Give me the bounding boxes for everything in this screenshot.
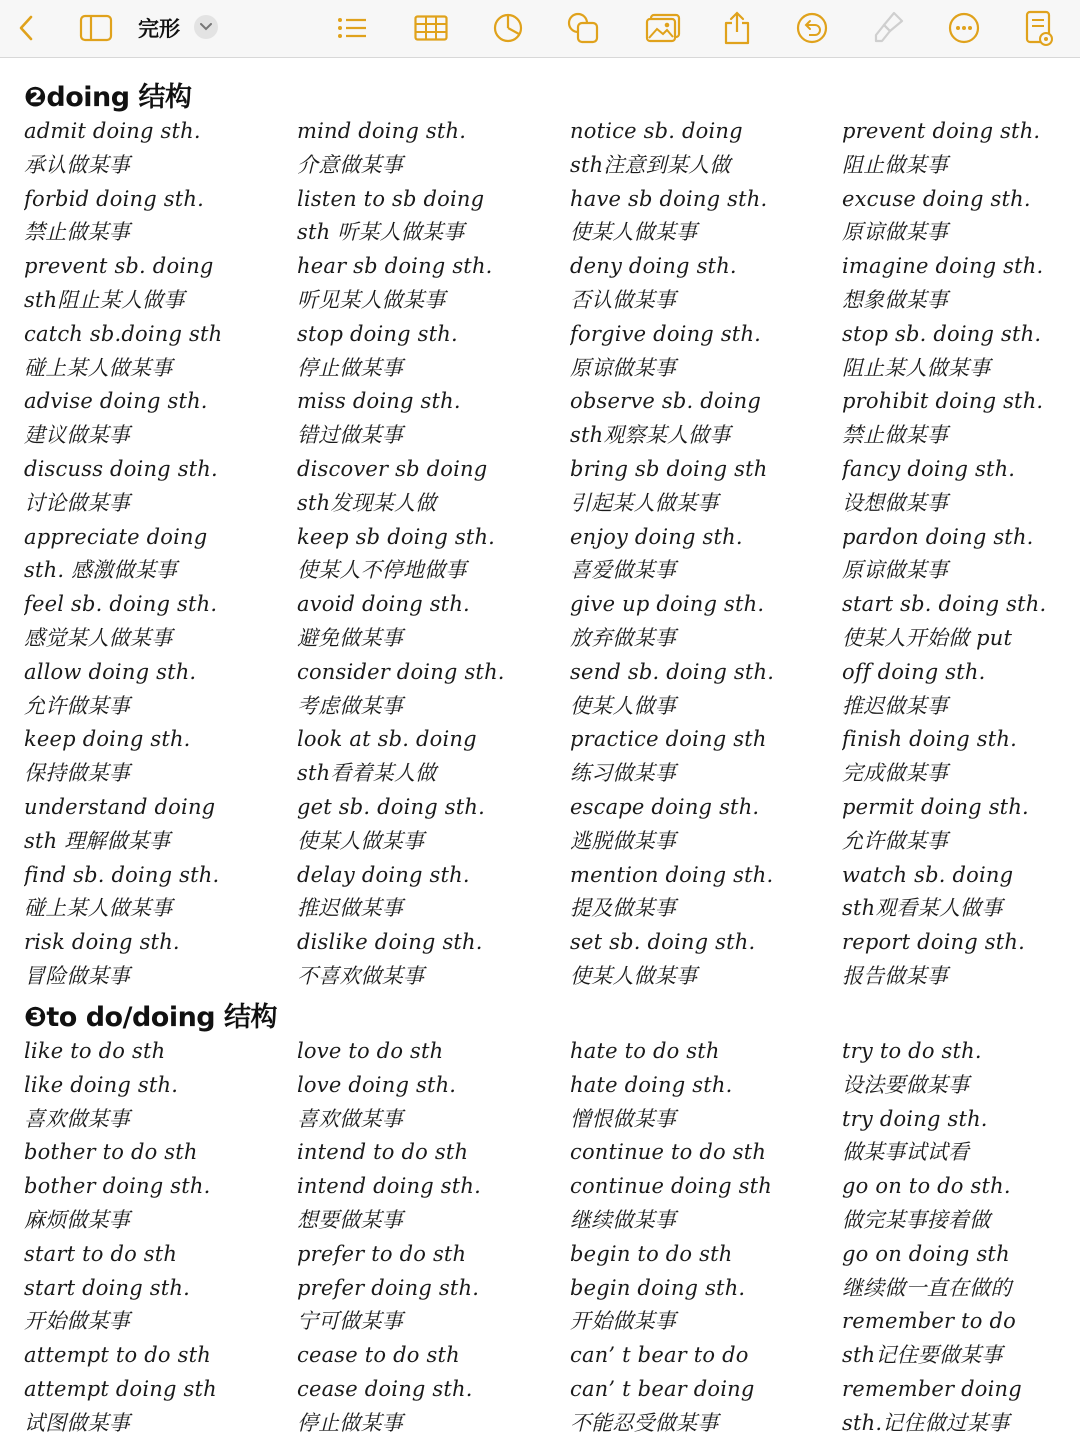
note-line: excuse doing sth. bbox=[842, 186, 1031, 211]
note-line: go on doing sth bbox=[842, 1241, 1010, 1266]
note-line: sth看着某人做 bbox=[297, 761, 437, 786]
note-line: 停止做某事 bbox=[297, 355, 403, 380]
note-line: 冒险做某事 bbox=[24, 963, 130, 988]
note-line: try doing sth. bbox=[842, 1106, 988, 1131]
note-line: discuss doing sth. bbox=[24, 456, 218, 481]
doing-column-1 bbox=[24, 115, 286, 994]
note-line: 停止做某事 bbox=[297, 1410, 403, 1435]
note-line: 禁止做某事 bbox=[842, 423, 948, 448]
note-line: prevent doing sth. bbox=[842, 119, 1041, 143]
note-line: discover sb doing bbox=[297, 456, 488, 481]
note-line: 保持做某事 bbox=[24, 761, 130, 786]
note-line: 讨论做某事 bbox=[24, 490, 130, 515]
note-line: catch sb.doing sth bbox=[24, 321, 223, 346]
note-line: 引起某人做某事 bbox=[570, 490, 719, 515]
note-line: miss doing sth. bbox=[297, 389, 461, 414]
note-line: love doing sth. bbox=[297, 1072, 457, 1097]
note-line: keep sb doing sth. bbox=[297, 524, 496, 549]
note-line: 喜欢做某事 bbox=[24, 1106, 130, 1131]
to-do-doing-column-2 bbox=[297, 1035, 559, 1440]
note-line: get sb. doing sth. bbox=[297, 794, 486, 819]
note-line: deny doing sth. bbox=[570, 254, 737, 279]
note-line: 介意做某事 bbox=[297, 152, 403, 177]
note-line: 阻止做某事 bbox=[842, 152, 948, 177]
note-line: start to do sth bbox=[24, 1241, 178, 1266]
note-line: continue to do sth bbox=[570, 1140, 767, 1165]
note-line: look at sb. doing bbox=[297, 727, 477, 752]
note-line: 使某人做某事 bbox=[570, 963, 698, 988]
note-line: sth记住要做某事 bbox=[842, 1343, 1003, 1368]
more-icon[interactable] bbox=[946, 8, 982, 48]
note-line: 不喜欢做某事 bbox=[297, 963, 425, 988]
note-line: 禁止做某事 bbox=[24, 220, 130, 245]
note-line: 提及做某事 bbox=[570, 896, 676, 921]
note-line: sth发现某人做 bbox=[297, 490, 437, 515]
note-line: sth注意到某人做 bbox=[570, 152, 731, 177]
note-line: consider doing sth. bbox=[297, 659, 505, 684]
note-line: try to do sth. bbox=[842, 1039, 982, 1063]
note-line: understand doing bbox=[24, 794, 216, 819]
note-line: like to do sth bbox=[24, 1039, 166, 1063]
share-icon[interactable] bbox=[720, 8, 754, 48]
note-line: 设想做某事 bbox=[842, 490, 948, 515]
section-heading-doing: ❷doing 结构 bbox=[24, 82, 192, 113]
note-line: sth 听某人做某事 bbox=[297, 220, 465, 245]
note-line: mind doing sth. bbox=[297, 119, 467, 143]
note-line: 想象做某事 bbox=[842, 287, 948, 312]
note-line: prevent sb. doing bbox=[24, 254, 214, 279]
note-line: attempt to do sth bbox=[24, 1343, 211, 1368]
note-line: stop sb. doing sth. bbox=[842, 321, 1042, 346]
note-line: 允许做某事 bbox=[24, 693, 130, 718]
table-icon[interactable] bbox=[411, 8, 451, 48]
note-line: 推迟做某事 bbox=[297, 896, 403, 921]
note-line: set sb. doing sth. bbox=[570, 930, 756, 955]
note-line: permit doing sth. bbox=[842, 794, 1029, 819]
note-line: like doing sth. bbox=[24, 1072, 179, 1097]
note-line: 听见某人做某事 bbox=[297, 287, 446, 312]
note-line: begin doing sth. bbox=[570, 1275, 746, 1300]
note-line: 做完某事接着做 bbox=[842, 1207, 991, 1232]
note-line: can’ t bear to do bbox=[570, 1343, 749, 1368]
note-line: mention doing sth. bbox=[570, 862, 774, 887]
note-line: imagine doing sth. bbox=[842, 254, 1044, 279]
note-line: prefer to do sth bbox=[297, 1241, 467, 1266]
section-heading-to-do-doing: ❸to do/doing 结构 bbox=[24, 1002, 278, 1033]
note-line: start sb. doing sth. bbox=[842, 592, 1047, 617]
paintbrush-icon[interactable] bbox=[872, 8, 906, 48]
note-line: go on to do sth. bbox=[842, 1174, 1011, 1199]
note-line: cease doing sth. bbox=[297, 1376, 473, 1401]
note-line: 开始做某事 bbox=[570, 1309, 676, 1334]
note-line: dislike doing sth. bbox=[297, 930, 483, 955]
note-line: prohibit doing sth. bbox=[842, 389, 1044, 414]
note-line: 承认做某事 bbox=[24, 152, 130, 177]
list-format-icon[interactable] bbox=[334, 8, 370, 48]
note-line: feel sb. doing sth. bbox=[24, 592, 218, 617]
note-line: 喜爱做某事 bbox=[570, 558, 676, 583]
note-line: 推迟做某事 bbox=[842, 693, 948, 718]
note-line: hate doing sth. bbox=[570, 1072, 733, 1097]
back-icon[interactable] bbox=[10, 8, 42, 48]
note-line: 想要做某事 bbox=[297, 1207, 403, 1232]
note-line: 继续做某事 bbox=[570, 1207, 676, 1232]
note-line: 开始做某事 bbox=[24, 1309, 130, 1334]
note-line: notice sb. doing bbox=[570, 119, 743, 143]
note-line: 完成做某事 bbox=[842, 761, 948, 786]
note-line: hate to do sth bbox=[570, 1039, 720, 1063]
to-do-doing-column-4 bbox=[842, 1035, 1080, 1440]
doing-column-2 bbox=[297, 115, 559, 994]
note-line: report doing sth. bbox=[842, 930, 1025, 955]
note-line: give up doing sth. bbox=[570, 592, 765, 617]
note-line: 憎恨做某事 bbox=[570, 1106, 676, 1131]
note-line: continue doing sth bbox=[570, 1174, 773, 1199]
note-line: 设法要做某事 bbox=[842, 1072, 970, 1097]
sidebar-icon[interactable] bbox=[76, 8, 116, 48]
note-line: 感觉某人做某事 bbox=[24, 625, 173, 650]
note-line: listen to sb doing bbox=[297, 186, 485, 211]
note-line: finish doing sth. bbox=[842, 727, 1017, 752]
note-line: 麻烦做某事 bbox=[24, 1207, 130, 1232]
chart-icon[interactable] bbox=[489, 8, 527, 48]
to-do-doing-column-1 bbox=[24, 1035, 286, 1440]
note-line: 继续做一直在做的 bbox=[842, 1275, 1012, 1300]
note-line: 使某人不停地做事 bbox=[297, 558, 467, 583]
note-line: 错过做某事 bbox=[297, 423, 403, 448]
note-line: 原谅做某事 bbox=[842, 220, 948, 245]
note-line: can’ t bear doing bbox=[570, 1376, 755, 1401]
note-line: 逃脱做某事 bbox=[570, 828, 676, 853]
note-body[interactable] bbox=[0, 59, 1080, 1440]
note-line: 使某人做某事 bbox=[297, 828, 425, 853]
note-line: send sb. doing sth. bbox=[570, 659, 775, 684]
note-line: 阻止某人做某事 bbox=[842, 355, 991, 380]
note-line: 宁可做某事 bbox=[297, 1309, 403, 1334]
note-line: 使某人做事 bbox=[570, 693, 676, 718]
chevron-down-icon[interactable] bbox=[194, 15, 218, 39]
note-line: bother doing sth. bbox=[24, 1174, 211, 1199]
note-line: off doing sth. bbox=[842, 659, 986, 684]
note-line: 做某事试试看 bbox=[842, 1140, 970, 1165]
note-line: sth阻止某人做事 bbox=[24, 287, 185, 312]
note-line: begin to do sth bbox=[570, 1241, 733, 1266]
note-line: 原谅做某事 bbox=[570, 355, 676, 380]
note-line: 放弃做某事 bbox=[570, 625, 676, 650]
note-line: escape doing sth. bbox=[570, 794, 760, 819]
document-view-icon[interactable] bbox=[1022, 8, 1056, 48]
note-line: 建议做某事 bbox=[24, 423, 130, 448]
doing-column-3 bbox=[570, 115, 832, 994]
note-line: 碰上某人做某事 bbox=[24, 355, 173, 380]
toolbar bbox=[0, 0, 1080, 58]
note-line: sth观察某人做事 bbox=[570, 423, 731, 448]
note-line: hear sb doing sth. bbox=[297, 254, 493, 279]
note-line: start doing sth. bbox=[24, 1275, 190, 1300]
note-line: stop doing sth. bbox=[297, 321, 458, 346]
note-line: 练习做某事 bbox=[570, 761, 676, 786]
note-line: remember doing bbox=[842, 1376, 1022, 1401]
note-line: watch sb. doing bbox=[842, 862, 1014, 887]
note-line: practice doing sth bbox=[570, 727, 767, 752]
note-line: 碰上某人做某事 bbox=[24, 896, 173, 921]
note-line: allow doing sth. bbox=[24, 659, 197, 684]
note-line: 喜欢做某事 bbox=[297, 1106, 403, 1131]
note-line: forgive doing sth. bbox=[570, 321, 762, 346]
note-line: have sb doing sth. bbox=[570, 186, 768, 211]
note-line: 试图做某事 bbox=[24, 1410, 130, 1435]
note-line: cease to do sth bbox=[297, 1343, 460, 1368]
note-line: prefer doing sth. bbox=[297, 1275, 480, 1300]
note-line: sth 理解做某事 bbox=[24, 828, 171, 853]
note-line: intend to do sth bbox=[297, 1140, 469, 1165]
note-line: advise doing sth. bbox=[24, 389, 208, 414]
note-line: sth. 感激做某事 bbox=[24, 558, 178, 583]
media-icon[interactable] bbox=[643, 8, 683, 48]
undo-icon[interactable] bbox=[794, 8, 830, 48]
note-line: risk doing sth. bbox=[24, 930, 180, 955]
note-line: 避免做某事 bbox=[297, 625, 403, 650]
note-line: 使某人做某事 bbox=[570, 220, 698, 245]
note-line: bother to do sth bbox=[24, 1140, 198, 1165]
note-line: intend doing sth. bbox=[297, 1174, 482, 1199]
note-line: sth观看某人做事 bbox=[842, 896, 1003, 921]
note-line: 报告做某事 bbox=[842, 963, 948, 988]
note-line: appreciate doing bbox=[24, 524, 208, 549]
note-line: sth.记住做过某事 bbox=[842, 1410, 1010, 1435]
note-line: enjoy doing sth. bbox=[570, 524, 743, 549]
note-line: keep doing sth. bbox=[24, 727, 191, 752]
note-line: forbid doing sth. bbox=[24, 186, 204, 211]
note-line: 不能忍受做某事 bbox=[570, 1410, 719, 1435]
document-title[interactable]: 完形 bbox=[138, 17, 180, 41]
note-line: admit doing sth. bbox=[24, 119, 201, 143]
shapes-icon[interactable] bbox=[564, 8, 602, 48]
note-line: pardon doing sth. bbox=[842, 524, 1034, 549]
note-line: find sb. doing sth. bbox=[24, 862, 220, 887]
to-do-doing-column-3 bbox=[570, 1035, 832, 1440]
note-line: 原谅做某事 bbox=[842, 558, 948, 583]
note-line: bring sb doing sth bbox=[570, 456, 768, 481]
note-line: delay doing sth. bbox=[297, 862, 470, 887]
doing-column-4 bbox=[842, 115, 1080, 994]
note-line: remember to do bbox=[842, 1309, 1016, 1334]
note-line: 允许做某事 bbox=[842, 828, 948, 853]
note-line: avoid doing sth. bbox=[297, 592, 470, 617]
note-line: attempt doing sth bbox=[24, 1376, 217, 1401]
note-line: fancy doing sth. bbox=[842, 456, 1016, 481]
note-line: love to do sth bbox=[297, 1039, 444, 1063]
note-line: 否认做某事 bbox=[570, 287, 676, 312]
note-line: 考虑做某事 bbox=[297, 693, 403, 718]
note-line: observe sb. doing bbox=[570, 389, 762, 414]
note-line: 使某人开始做 put bbox=[842, 625, 1013, 650]
